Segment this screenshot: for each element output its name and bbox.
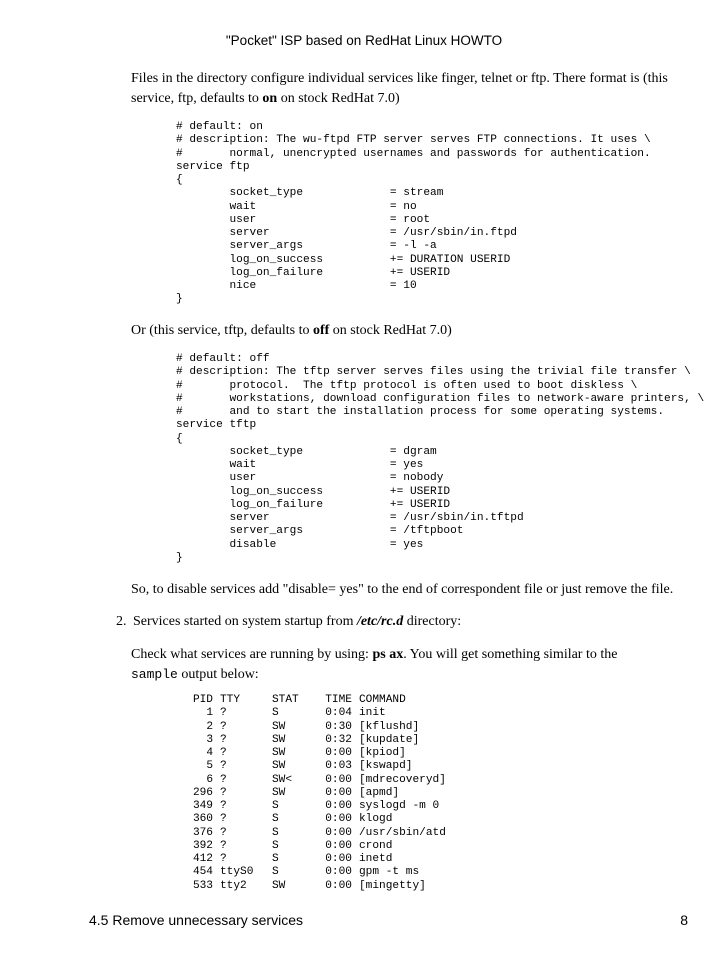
ps-header-tty: TTY [220,694,241,706]
ps-tty: ? [220,826,227,839]
ps-time: 0:00 [325,866,352,879]
ps-command: [kpiod] [359,747,406,759]
ps-command: [kupdate] [359,733,420,746]
ps-stat: SW< [272,773,293,786]
ps-tty: ? [220,747,227,759]
ps-command: crond [359,839,393,852]
ps-ax-command: ps ax [372,647,404,662]
or-paragraph [131,321,452,341]
ps-pid: 5 [206,760,213,773]
ps-time: 0:00 [325,879,352,892]
check-text-start: Check what services are running by using: [131,647,373,662]
ps-command: syslogd -m 0 [359,800,440,812]
ps-row [173,774,446,787]
ps-row [173,813,446,826]
ps-output-table [173,694,446,893]
ps-tty: tty2 [220,879,247,892]
ps-command: /usr/sbin/atd [359,826,446,839]
ps-header-pid: PID [192,694,213,706]
ps-tty: ? [220,800,227,812]
ps-command: init [359,707,386,720]
list-item-number: 2. [116,614,127,629]
ps-row [173,747,446,760]
ps-time: 0:00 [325,773,352,786]
ps-stat: SW [272,733,286,746]
ps-time: 0:00 [325,839,352,852]
ps-stat: SW [272,786,286,799]
ps-tty: ttyS0 [220,866,254,879]
ps-command: [mingetty] [359,879,426,892]
ps-time: 0:00 [325,786,352,799]
ps-tty: ? [220,733,227,746]
ps-stat: S [272,866,279,879]
ps-stat: SW [272,747,286,759]
ps-header-time: TIME [325,694,352,706]
ps-row [173,787,446,800]
ps-header-row [173,694,446,707]
or-text-start: Or (this service, tftp, defaults to [131,323,313,338]
ps-pid: 3 [206,733,213,746]
footer-page-number: 8 [680,912,688,928]
ps-stat: S [272,853,279,865]
check-text-middle: . You will get something similar to the [403,647,618,662]
ps-command: [kswapd] [359,760,413,773]
ps-row [173,866,446,879]
ps-pid: 2 [206,720,213,733]
ps-command: [apmd] [359,786,400,799]
ps-row [173,827,446,840]
ps-pid: 360 [192,813,213,826]
ps-stat: S [272,813,279,826]
ps-row [173,760,446,773]
ps-pid: 533 [192,879,213,892]
ps-time: 0:00 [325,853,352,865]
ps-time: 0:00 [325,826,352,839]
check-text-end: output below: [177,667,259,682]
ps-tty: ? [220,839,227,852]
ftp-config-code: # default: on # description: The wu-ftpd FTP server serves FTP connections. It uses \ # normal, unencrypted usernames and passwords for authentication. service ftp { socket_type = stream wait = no user = root server = /usr/sbin/in.ftpd server_args = -l -a log_on_success += DURATION USERID log_on_failure += USERID nice = 10 } [176,121,651,306]
startup-text-end: directory: [403,614,462,629]
ps-stat: S [272,826,279,839]
page-header-title: "Pocket" ISP based on RedHat Linux HOWTO [225,33,503,48]
tftp-config-code: # default: off # description: The tftp server serves files using the trivial file transfer \ # protocol. The tftp protocol is often used to boot diskless \ # workstations, download configuration files to network-aware printers, \ # and to start the installation process for some operating systems. service tftp { socket_type = dgram wait = yes user = nobody log_on_success += USERID log_on_failure += USERID server = /usr/sbin/in.tftpd server_args = /tftpboot disable = yes } [176,353,705,564]
ps-command: [kflushd] [359,720,420,733]
ps-time: 0:32 [325,733,352,746]
services-startup-paragraph [133,612,461,632]
ps-tty: ? [220,813,227,826]
ps-tty: ? [220,760,227,773]
intro-text-end: on stock RedHat 7.0) [277,91,400,106]
ps-time: 0:03 [325,760,352,773]
ps-command: inetd [359,853,393,865]
ps-row [173,840,446,853]
ps-pid: 454 [192,866,213,879]
or-text-end: on stock RedHat 7.0) [329,323,452,338]
ps-header-command: COMMAND [359,694,406,706]
ps-row [173,721,446,734]
ps-pid: 6 [206,773,213,786]
footer-section-title: 4.5 Remove unnecessary services [89,912,303,928]
or-bold-off: off [312,323,330,338]
ps-command: gpm -t ms [359,866,420,879]
ps-stat: S [272,800,279,812]
ps-stat: SW [272,879,286,892]
ps-tty: ? [220,773,227,786]
ps-command: [mdrecoveryd] [359,773,446,786]
ps-tty: ? [220,786,227,799]
ps-pid: 392 [192,839,213,852]
startup-text-start: Services started on system startup from [133,614,357,629]
ps-pid: 4 [206,747,213,759]
ps-command: klogd [359,813,393,826]
intro-paragraph [131,69,671,109]
ps-row [173,734,446,747]
ps-time: 0:00 [325,747,352,759]
ps-row [173,707,446,720]
ps-header-stat: STAT [272,694,299,706]
ps-row [173,800,446,813]
ps-time: 0:00 [325,800,352,812]
ps-tty: ? [220,720,227,733]
ps-pid: 376 [192,826,213,839]
ps-pid: 1 [206,707,213,720]
ps-stat: SW [272,720,286,733]
ps-time: 0:30 [325,720,352,733]
intro-text-start: Files in the directory configure individual services like finger, telnet or ftp. There format is (this service, ftp, defaults to [131,71,668,106]
ps-stat: SW [272,760,286,773]
disable-paragraph: So, to disable services add "disable= yes" to the end of correspondent file or just remove the file. [131,582,674,597]
ps-tty: ? [220,707,227,720]
ps-pid: 349 [192,800,213,812]
rcd-path: /etc/rc.d [356,614,404,629]
ps-stat: S [272,707,279,720]
ps-stat: S [272,839,279,852]
ps-pid: 412 [192,853,213,865]
ps-pid: 296 [192,786,213,799]
sample-word: sample [131,667,178,682]
check-paragraph [131,645,671,685]
intro-bold-on: on [262,91,278,106]
ps-tty: ? [220,853,227,865]
ps-row [173,853,446,866]
ps-time: 0:04 [325,707,352,720]
ps-row [173,880,446,893]
ps-time: 0:00 [325,813,352,826]
